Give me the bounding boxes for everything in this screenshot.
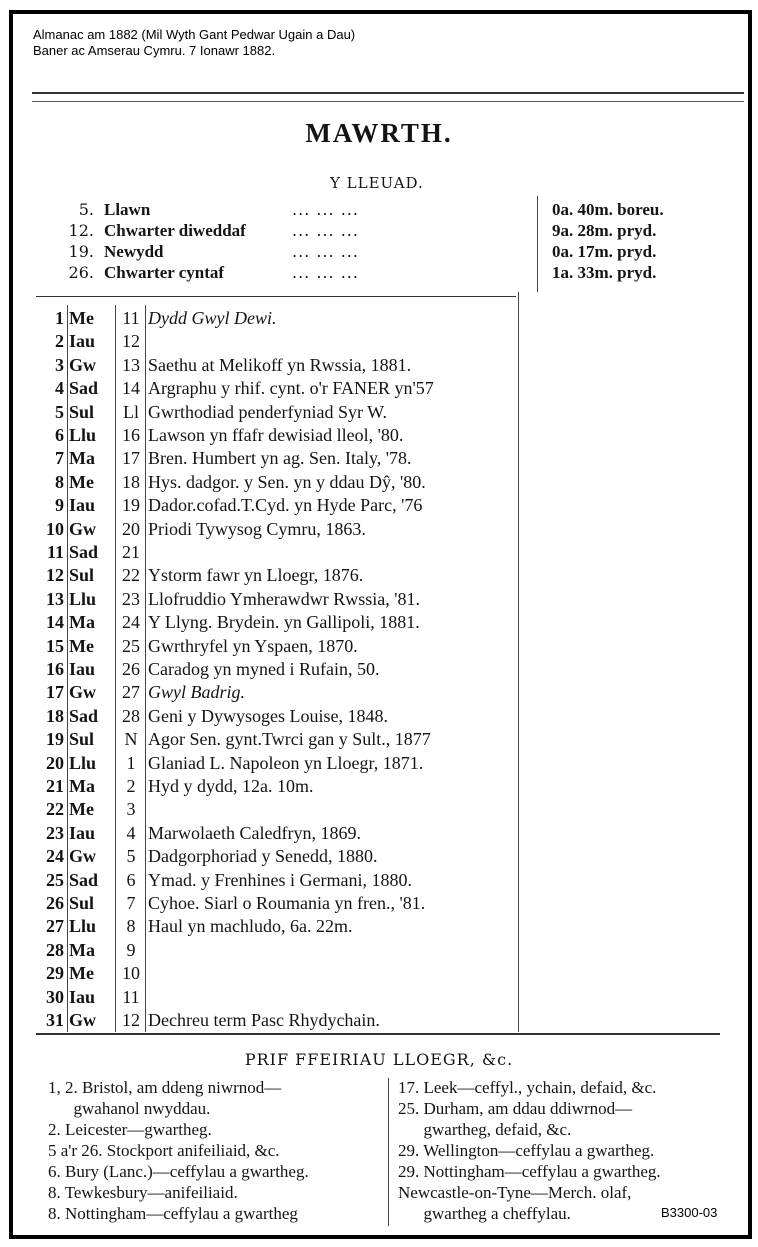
calendar-row [36,916,526,940]
calendar-day: 20 [46,752,64,773]
moon-phase-dots: ... ... ... [292,200,359,219]
calendar-moon-day: 20 [122,518,140,539]
month-title: MAWRTH. [305,118,453,148]
calendar-row [36,308,526,332]
calendar-moon-day: 19 [122,495,140,516]
calendar-weekday: Gw [69,682,96,703]
calendar-day: 23 [46,822,64,843]
calendar-row [36,940,526,964]
calendar-row [36,823,526,847]
calendar-row [36,331,526,355]
calendar-weekday: Ma [69,776,95,796]
calendar-weekday: Llu [69,916,97,937]
fairs-divider [388,1078,389,1226]
calendar-day: 29 [46,963,64,984]
calendar-event: Y Llyng. Brydein. yn Gallipoli, 1881. [148,612,420,633]
calendar-event: Geni y Dywysoges Louise, 1848. [148,705,388,726]
calendar-bottom-rule [36,1033,720,1035]
calendar-moon-day: 13 [122,354,140,375]
fairs-title: PRIF FFEIRIAU LLOEGR, &c. [244,1050,514,1069]
moon-phase-row [62,242,702,263]
calendar-moon-day: 4 [126,822,136,843]
calendar-row [36,706,526,730]
fair-line: 17. Leek—ceffyl., ychain, defaid, &c. [398,1078,657,1097]
calendar-moon-day: N [124,729,138,750]
top-rule [32,92,744,94]
calendar-moon-day: 11 [122,986,140,1007]
calendar-weekday: Iau [69,659,96,679]
calendar-event: Caradog yn myned i Rufain, 50. [148,659,380,679]
calendar-moon-day: 25 [122,635,140,656]
fair-line: 8. Nottingham—ceffylau a gwartheg [48,1204,298,1223]
calendar-event: Llofruddio Ymherawdwr Rwssia, '81. [148,588,421,609]
calendar-row [36,963,526,987]
calendar-row [36,565,526,589]
calendar-day: 11 [46,542,64,562]
calendar-row [36,659,526,683]
fair-line: 25. Durham, am ddau ddiwrnod— [398,1099,633,1118]
calendar-moon-day: 9 [126,939,136,960]
moon-phase-time: 9a. 28m. pryd. [552,221,657,240]
calendar-day: 15 [46,635,64,656]
moon-phase-dots: ... ... ... [292,242,359,261]
moon-phase-name: Newydd [104,242,164,261]
fair-line: gwartheg a cheffylau. [398,1204,571,1223]
calendar-moon-day: 12 [122,331,140,352]
calendar-moon-day: 3 [126,799,136,820]
calendar-day: 26 [46,893,64,913]
caption-line-2: Baner ac Amserau Cymru. 7 Ionawr 1882. [33,43,276,58]
calendar-moon-day: 24 [122,612,140,633]
calendar-row [36,542,526,566]
calendar-day: 9 [55,495,64,516]
calendar-event: Agor Sen. gynt.Twrci gan y Sult., 1877 [148,729,431,750]
calendar-day: 6 [55,425,64,445]
calendar-moon-day: 6 [126,869,136,890]
calendar-moon-day: Ll [123,401,139,422]
calendar-weekday: Sad [69,542,99,562]
calendar-row [36,870,526,894]
calendar-event: Gwyl Badrig. [148,682,245,703]
calendar-day: 3 [55,354,64,375]
fair-line: 29. Wellington—ceffylau a gwartheg. [398,1141,655,1160]
calendar-day: 18 [46,705,64,726]
calendar-day: 4 [55,378,64,399]
moon-phase-day: 19. [68,242,94,261]
calendar-event: Dechreu term Pasc Rhydychain. [148,1010,380,1030]
calendar-day: 24 [46,846,64,867]
calendar-weekday: Gw [69,354,96,375]
moon-phase-name: Llawn [104,200,151,219]
calendar-event: Gwrthodiad penderfyniad Syr W. [148,401,387,422]
calendar-weekday: Llu [69,588,97,609]
calendar-event: Hys. dadgor. y Sen. yn y ddau Dŷ, '80. [148,471,426,492]
calendar-row [36,1010,526,1034]
calendar-row [36,846,526,870]
calendar-weekday: Me [69,308,94,328]
calendar-day: 1 [55,308,64,328]
calendar-weekday: Me [69,471,94,492]
calendar-moon-day: 18 [122,471,140,492]
calendar-row [36,378,526,402]
calendar-weekday: Sul [69,893,95,913]
moon-phase-day: 12. [68,221,94,240]
calendar-row [36,425,526,449]
calendar-day: 25 [46,869,64,890]
calendar-row [36,682,526,706]
calendar-weekday: Llu [69,425,97,445]
calendar-row [36,987,526,1011]
calendar-moon-day: 28 [122,705,140,726]
fair-line: 8. Tewkesbury—anifeiliaid. [48,1183,238,1202]
calendar-moon-day: 14 [122,378,140,399]
calendar-event: Ymad. y Frenhines i Germani, 1880. [148,869,412,890]
calendar-event: Bren. Humbert yn ag. Sen. Italy, '78. [148,448,412,469]
calendar-event: Dydd Gwyl Dewi. [148,308,277,328]
calendar-event: Saethu at Melikoff yn Rwssia, 1881. [148,354,412,375]
calendar-weekday: Iau [69,822,96,843]
calendar-day: 2 [55,331,64,352]
moon-section-title: Y LLEUAD. [330,174,424,192]
calendar-moon-day: 1 [126,752,136,773]
moon-divider [537,196,538,292]
calendar-moon-day: 7 [126,893,136,913]
calendar-day: 5 [55,401,64,422]
calendar-moon-day: 2 [126,776,136,796]
calendar-moon-day: 21 [122,542,140,562]
moon-phase-time: 1a. 33m. pryd. [552,263,657,282]
calendar-day: 8 [55,471,64,492]
calendar-event: Haul yn machludo, 6a. 22m. [148,916,353,937]
calendar-row [36,636,526,660]
calendar-weekday: Ma [69,448,95,469]
calendar-weekday: Sul [69,401,95,422]
calendar-day: 13 [46,588,64,609]
fair-line: 2. Leicester—gwartheg. [48,1120,212,1139]
calendar-day: 22 [46,799,64,820]
calendar-weekday: Gw [69,518,96,539]
calendar-day: 14 [46,612,64,633]
calendar-day: 21 [46,776,64,796]
moon-phase-dots: ... ... ... [292,263,359,282]
calendar-day: 17 [46,682,64,703]
calendar-event: Glaniad L. Napoleon yn Lloegr, 1871. [148,752,424,773]
fair-line: 1, 2. Bristol, am ddeng niwrnod— [48,1078,282,1097]
calendar-weekday: Me [69,799,94,820]
moon-phase-row [62,200,702,221]
calendar-event: Dador.cofad.T.Cyd. yn Hyde Parc, '76 [148,495,423,516]
calendar-event: Priodi Tywysog Cymru, 1863. [148,518,366,539]
calendar-row [36,448,526,472]
calendar-row [36,402,526,426]
calendar-weekday: Ma [69,612,95,633]
calendar-weekday: Ma [69,939,95,960]
moon-phase-name: Chwarter cyntaf [104,263,225,282]
calendar-day: 19 [46,729,64,750]
calendar-moon-day: 10 [122,963,140,984]
reference-code: B3300-03 [661,1205,718,1220]
calendar-row [36,472,526,496]
moon-phase-name: Chwarter diweddaf [104,221,246,240]
calendar-event: Dadgorphoriad y Senedd, 1880. [148,846,378,867]
fair-line: gwahanol nwyddau. [48,1099,211,1118]
calendar-moon-day: 17 [122,448,140,469]
calendar-event: Hyd y dydd, 12a. 10m. [148,776,314,796]
calendar-event: Argraphu y rhif. cynt. o'r FANER yn'57 [148,378,434,399]
moon-phase-row [62,221,702,242]
moon-phase-dots: ... ... ... [292,221,359,240]
moon-phase-day: 5. [78,200,94,219]
calendar-weekday: Gw [69,846,96,867]
calendar-day: 7 [55,448,64,469]
calendar-moon-day: 23 [122,588,140,609]
moon-phase-time: 0a. 40m. boreu. [552,200,664,219]
fair-line: 5 a'r 26. Stockport anifeiliaid, &c. [48,1141,280,1160]
moon-phase-row [62,263,702,284]
calendar-moon-day: 27 [122,682,140,703]
calendar-event: Lawson yn ffafr dewisiad lleol, '80. [148,425,404,445]
calendar-day: 30 [46,986,64,1007]
calendar-weekday: Sad [69,378,99,399]
calendar-moon-day: 5 [126,846,136,867]
calendar-row [36,519,526,543]
calendar-event: Ystorm fawr yn Lloegr, 1876. [148,565,364,586]
calendar-event: Cyhoe. Siarl o Roumania yn fren., '81. [148,893,426,913]
calendar-row [36,589,526,613]
moon-phase-day: 26. [68,263,94,282]
calendar-row [36,355,526,379]
calendar-day: 28 [46,939,64,960]
calendar-day: 16 [46,659,64,679]
calendar-weekday: Sul [69,565,95,586]
calendar-weekday: Iau [69,495,96,516]
fair-line: 6. Bury (Lanc.)—ceffylau a gwartheg. [48,1162,309,1181]
calendar-day: 10 [46,518,64,539]
calendar-moon-day: 22 [122,565,140,586]
calendar-row [36,612,526,636]
calendar-moon-day: 26 [122,659,140,679]
calendar-row [36,729,526,753]
top-rule-thin [32,101,744,102]
calendar-event: Marwolaeth Caledfryn, 1869. [148,822,361,843]
fair-line: gwartheg, defaid, &c. [398,1120,572,1139]
caption-line-1: Almanac am 1882 (Mil Wyth Gant Pedwar Ugain a Dau) [33,27,356,42]
calendar-day: 12 [46,565,64,586]
calendar-weekday: Gw [69,1010,96,1030]
calendar-weekday: Sul [69,729,95,750]
calendar-weekday: Me [69,635,94,656]
calendar-moon-day: 12 [122,1010,140,1030]
calendar-row [36,776,526,800]
calendar-moon-day: 16 [122,425,140,445]
calendar-moon-day: 11 [122,308,140,328]
caption [33,27,355,59]
calendar-weekday: Sad [69,705,99,726]
calendar-day: 31 [46,1010,64,1030]
calendar-moon-day: 8 [126,916,136,937]
moon-phase-time: 0a. 17m. pryd. [552,242,657,261]
calendar-weekday: Iau [69,986,96,1007]
calendar-event: Gwrthryfel yn Yspaen, 1870. [148,635,358,656]
calendar-weekday: Sad [69,869,99,890]
fair-line: 29. Nottingham—ceffylau a gwartheg. [398,1162,661,1181]
calendar-weekday: Me [69,963,94,984]
calendar-row [36,753,526,777]
calendar-row [36,799,526,823]
calendar-day: 27 [46,916,64,937]
calendar-weekday: Llu [69,752,97,773]
calendar-row [36,893,526,917]
calendar-top-rule [36,296,516,297]
calendar-row [36,495,526,519]
calendar-weekday: Iau [69,331,96,352]
fair-line: Newcastle-on-Tyne—Merch. olaf, [398,1183,632,1202]
